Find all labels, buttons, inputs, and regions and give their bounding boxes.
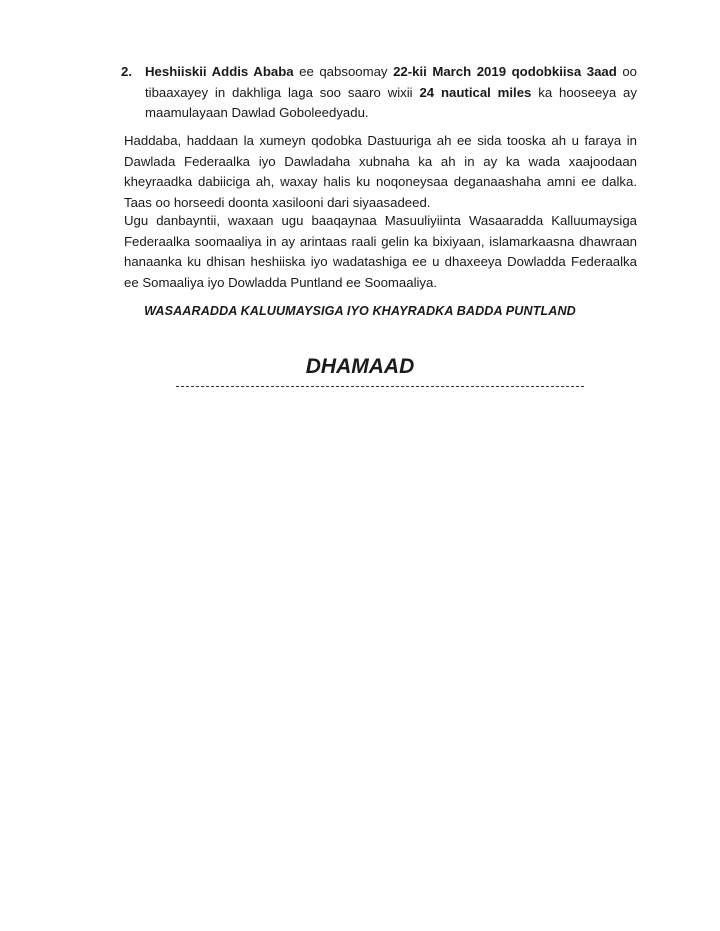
numbered-item-2 (121, 62, 637, 124)
item-text-part3: ka hooseeya ay maamulayaan Dawlad Goboleedyadu. (145, 84, 637, 120)
dashed-divider (176, 386, 584, 387)
item-text-part1: ee qabsoomay (293, 64, 394, 79)
ministry-signature-text: WASAARADDA KALUUMAYSIGA IYO KHAYRADKA BADDA PUNTLAND (144, 304, 576, 318)
item-bold-date: 22-kii March 2019 qodobkiisa 3aad (393, 64, 617, 79)
item-bold-agreement: Heshiiskii Addis Ababa (145, 64, 294, 79)
item-bold-miles: 24 nautical miles (419, 84, 532, 100)
paragraph-ugu-danbayntii: Ugu danbayntii, waxaan ugu baaqaynaa Masuuliyiinta Wasaaradda Kalluumaysiga Federaalka soomaaliya in ay arintaas raali gelin ka bixiyaan, islamarkaasna dhawraan hanaanka ku dhisan heshiiska iyo wadatashiga ee u dhaxeeya Dowladda Federaalka ee Somaaliya iyo Dowladda Puntland ee Soomaaliya. (124, 213, 637, 290)
item-text-part2: oo tibaaxayey in dakhliga laga soo saaro wixii (145, 64, 638, 100)
ministry-signature (0, 304, 720, 318)
closing-title: DHAMAAD (305, 355, 415, 378)
item-number: 2. (121, 64, 132, 79)
item-text (145, 62, 637, 124)
paragraph-haddaba: Haddaba, haddaan la xumeyn qodobka Dastuuriga ah ee sida tooska ah u faraya in Dawlada Federaalka iyo Dawladaha xubnaha ka ah in ay ka wada xaajoodaan kheyraadka dabiiciga ah, waxay halis ku noqoneysaa deganaashaha amni ee dalka. Taas oo horseedi doonta xasilooni dari siyaasadeed. (124, 133, 637, 210)
